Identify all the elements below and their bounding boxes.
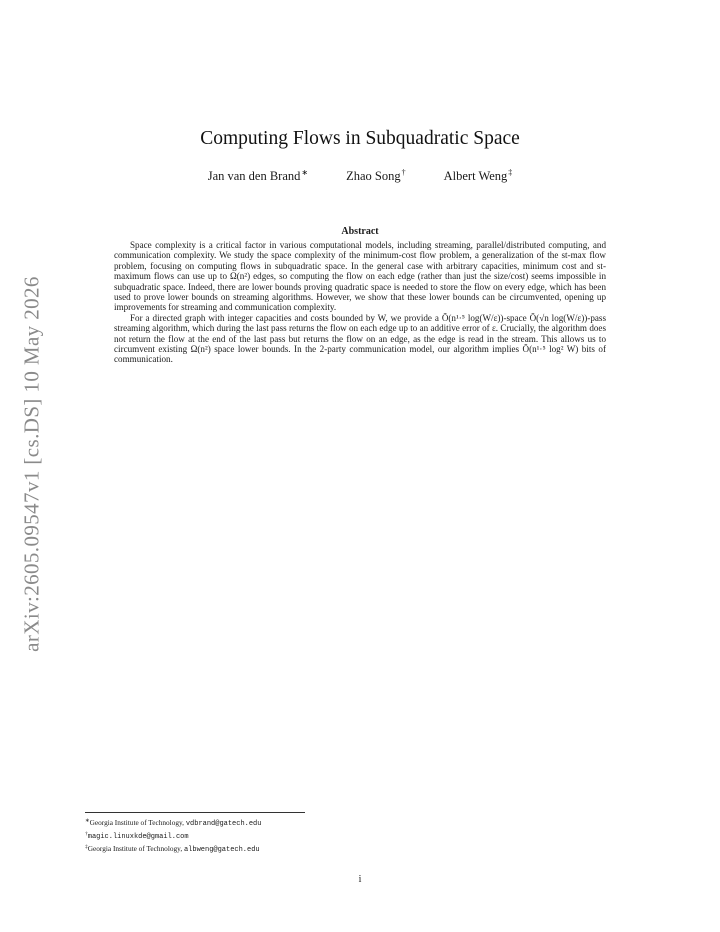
email-link[interactable]: albweng@gatech.edu xyxy=(183,846,260,855)
footnote-mark: † xyxy=(85,831,88,838)
author xyxy=(444,168,513,184)
footnote xyxy=(85,829,645,842)
email-link[interactable]: vdbrand@gatech.edu xyxy=(185,820,262,828)
author-name: Jan van den Brand xyxy=(207,169,301,183)
footnote-divider xyxy=(85,812,305,813)
author xyxy=(208,168,308,184)
author-mark: ‡ xyxy=(508,168,513,177)
email-link[interactable]: magic.linuxkde@gmail.com xyxy=(87,833,189,842)
footnote-text: Georgia Institute of Technology, xyxy=(89,818,186,827)
footnote xyxy=(85,842,645,855)
author-name: Zhao Song xyxy=(346,169,401,183)
footnote-mark: ∗ xyxy=(85,818,90,824)
paper-title: Computing Flows in Subquadratic Space xyxy=(200,128,520,149)
author-list xyxy=(0,168,720,184)
footnote xyxy=(85,816,645,829)
page-number: i xyxy=(358,874,362,885)
abstract-paragraph: Space complexity is a critical factor in various computational models, including streaming, parallel/distributed computing, and communication complexity. We study the space complexity of the minimum-cost flow problem, a generalization of the st-max flow problem, focusing on computing flows in subquadratic space. In the general case with arbitrary capacities, minimum cost and st-maximum flows can use up to Ω(n²) edges, so computing the flow on each edge (rather than just the size/cost) seems impossible in subquadratic space. Indeed, there are lower bounds proving quadratic space is needed to store the flow on every edge, which has been used to prove lower bounds on streaming algorithms. However, we show that these lower bounds can be circumvented, opening up improvements for streaming and communication complexity. xyxy=(114,240,606,313)
author-name: Albert Weng xyxy=(443,169,508,183)
author-mark: † xyxy=(401,168,406,177)
abstract-body xyxy=(114,240,606,365)
abstract-paragraph: For a directed graph with integer capacities and costs bounded by W, we provide a Õ(n¹·⁵ log(W/ε))-space Õ(√n log(W/ε))-pass streaming algorithm, which during the last pass returns the flow on each edge up to an additive error of ε. Crucially, the algorithm does not return the flow at the end of the last pass but returns the flow on an edge, as the edge is read in the stream. This allows us to circumvent existing Ω(n²) space lower bounds. In the 2-party communication model, our algorithm implies Õ(n¹·⁵ log² W) bits of communication. xyxy=(114,312,606,365)
footnote-mark: ‡ xyxy=(85,844,88,851)
abstract-heading: Abstract xyxy=(341,226,379,237)
author-mark: ∗ xyxy=(301,168,309,177)
author xyxy=(346,168,406,184)
arxiv-identifier: arXiv:2605.09547v1 [cs.DS] 10 May 2026 xyxy=(19,276,44,652)
footnote-text: Georgia Institute of Technology, xyxy=(87,844,184,854)
footnotes xyxy=(85,816,645,856)
